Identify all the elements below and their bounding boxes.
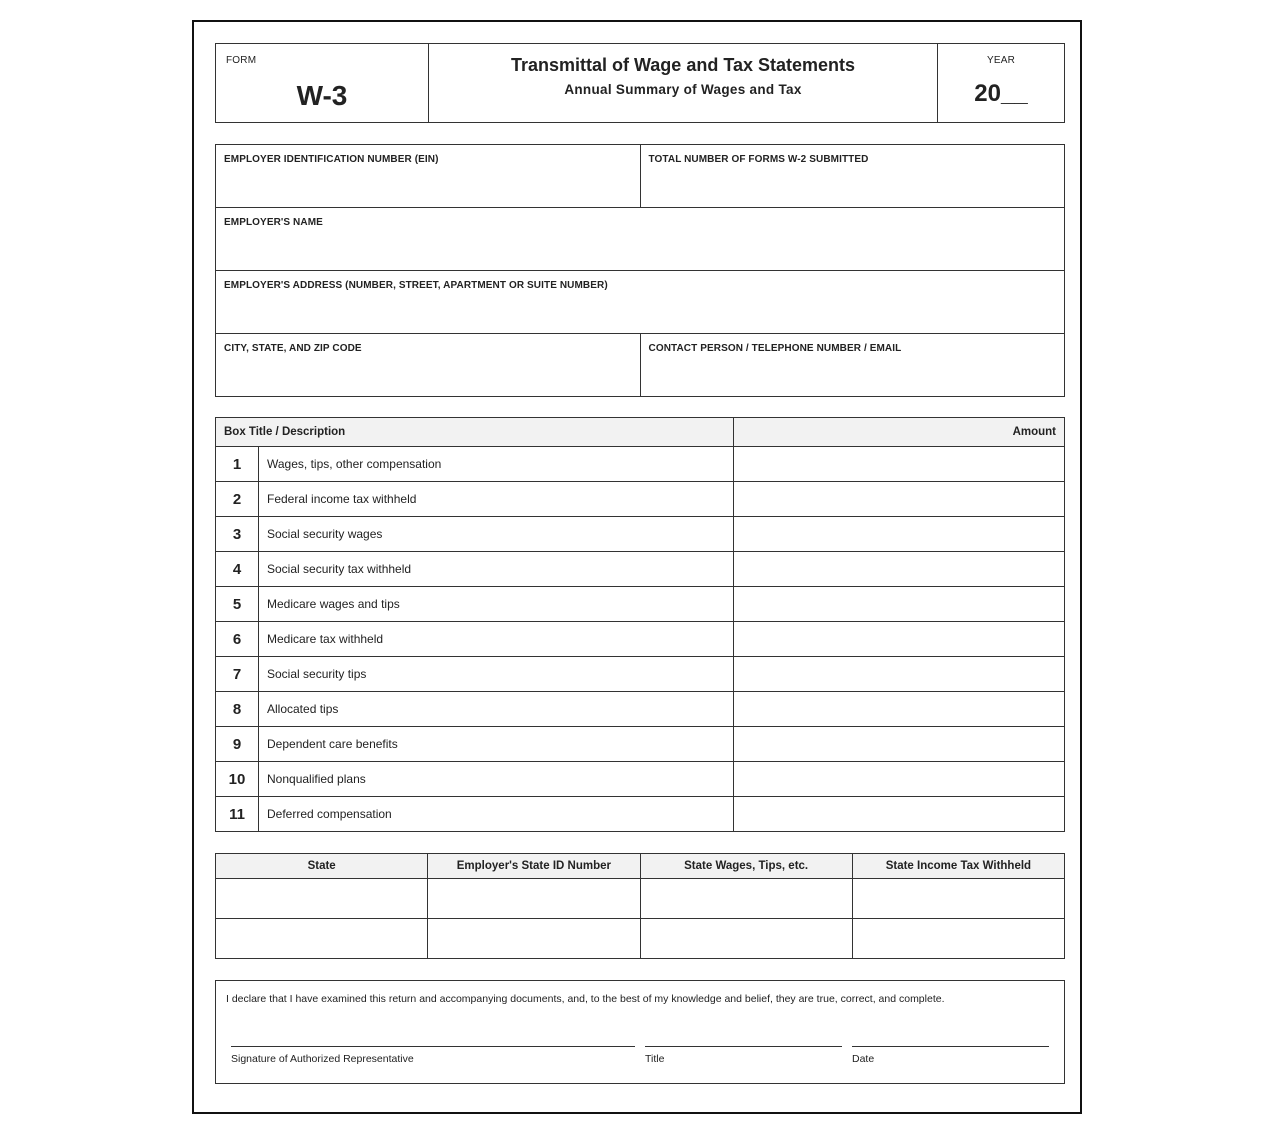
employer-info-section <box>215 144 1065 397</box>
box-row <box>216 552 1065 587</box>
box-label: Social security wages <box>259 517 734 552</box>
state-id-field[interactable] <box>428 919 640 959</box>
state-wages-field[interactable] <box>640 879 852 919</box>
title-label: Title <box>645 1053 665 1065</box>
total-forms-field[interactable] <box>640 145 1065 207</box>
employer-address-field[interactable] <box>216 271 1064 333</box>
box-amount-field[interactable] <box>734 727 1065 762</box>
amount-header: Amount <box>734 418 1065 447</box>
year-field[interactable]: 20__ <box>974 80 1028 107</box>
box-label: Medicare tax withheld <box>259 622 734 657</box>
state-table-header-row <box>216 854 1065 879</box>
state-tax-field[interactable] <box>852 919 1064 959</box>
box-number: 11 <box>216 797 259 832</box>
info-row-ein <box>216 145 1064 208</box>
box-label: Medicare wages and tips <box>259 587 734 622</box>
state-tax-header: State Income Tax Withheld <box>852 854 1064 879</box>
box-number: 6 <box>216 622 259 657</box>
box-amount-field[interactable] <box>734 517 1065 552</box>
employer-address-label: EMPLOYER'S ADDRESS (NUMBER, STREET, APARTMENT OR SUITE NUMBER) <box>224 280 608 291</box>
box-row <box>216 692 1065 727</box>
declaration-section <box>215 980 1065 1084</box>
box-description-header: Box Title / Description <box>216 418 734 447</box>
box-number: 3 <box>216 517 259 552</box>
box-amount-field[interactable] <box>734 587 1065 622</box>
box-amount-field[interactable] <box>734 622 1065 657</box>
box-number: 8 <box>216 692 259 727</box>
box-label: Dependent care benefits <box>259 727 734 762</box>
form-title-block <box>429 44 938 122</box>
box-label: Nonqualified plans <box>259 762 734 797</box>
box-label: Social security tips <box>259 657 734 692</box>
signature-label: Signature of Authorized Representative <box>231 1053 414 1065</box>
box-number: 10 <box>216 762 259 797</box>
state-id-header: Employer's State ID Number <box>428 854 640 879</box>
state-row <box>216 879 1065 919</box>
form-title: Transmittal of Wage and Tax Statements <box>510 55 856 75</box>
employer-name-field[interactable] <box>216 208 1064 270</box>
box-amount-field[interactable] <box>734 797 1065 832</box>
form-subtitle: Annual Summary of Wages and Tax <box>564 82 802 97</box>
box-amount-field[interactable] <box>734 762 1065 797</box>
form-number-block <box>216 44 429 122</box>
box-row <box>216 447 1065 482</box>
state-wages-header: State Wages, Tips, etc. <box>640 854 852 879</box>
box-number: 1 <box>216 447 259 482</box>
state-field[interactable] <box>216 879 428 919</box>
box-amount-field[interactable] <box>734 482 1065 517</box>
year-label: YEAR <box>986 55 1016 66</box>
city-state-zip-label: CITY, STATE, AND ZIP CODE <box>224 343 362 354</box>
contact-label: CONTACT PERSON / TELEPHONE NUMBER / EMAIL <box>648 343 902 354</box>
date-line[interactable] <box>852 1046 1049 1047</box>
employer-name-label: EMPLOYER'S NAME <box>224 217 323 228</box>
box-number: 7 <box>216 657 259 692</box>
city-state-zip-field[interactable] <box>216 334 640 396</box>
ein-label: EMPLOYER IDENTIFICATION NUMBER (EIN) <box>224 154 439 165</box>
date-label: Date <box>852 1053 875 1065</box>
form-header <box>215 43 1065 123</box>
state-header: State <box>216 854 428 879</box>
state-id-field[interactable] <box>428 879 640 919</box>
box-row <box>216 797 1065 832</box>
state-row <box>216 919 1065 959</box>
signature-line[interactable] <box>231 1046 635 1047</box>
box-row <box>216 517 1065 552</box>
box-amounts-table <box>215 417 1065 832</box>
box-row <box>216 762 1065 797</box>
box-amount-field[interactable] <box>734 692 1065 727</box>
box-label: Wages, tips, other compensation <box>259 447 734 482</box>
state-wages-field[interactable] <box>640 919 852 959</box>
box-row <box>216 657 1065 692</box>
declaration-text: I declare that I have examined this return and accompanying documents, and, to the best of my knowledge and belief, they are true, correct, and complete. <box>226 993 945 1005</box>
title-line[interactable] <box>645 1046 842 1047</box>
box-amount-field[interactable] <box>734 552 1065 587</box>
box-label: Social security tax withheld <box>259 552 734 587</box>
box-row <box>216 482 1065 517</box>
box-number: 2 <box>216 482 259 517</box>
form-content <box>215 43 1065 1084</box>
box-row <box>216 587 1065 622</box>
state-tax-field[interactable] <box>852 879 1064 919</box>
state-table <box>215 853 1065 959</box>
w3-form-page <box>192 20 1082 1114</box>
contact-field[interactable] <box>640 334 1065 396</box>
form-number: W-3 <box>296 80 348 111</box>
box-amount-field[interactable] <box>734 447 1065 482</box>
box-number: 9 <box>216 727 259 762</box>
year-block <box>938 44 1064 122</box>
form-label: FORM <box>226 55 257 66</box>
info-row-name <box>216 208 1064 271</box>
box-amount-field[interactable] <box>734 657 1065 692</box>
ein-field[interactable] <box>216 145 640 207</box>
info-row-city <box>216 334 1064 396</box>
box-table-header-row <box>216 418 1065 447</box>
box-label: Allocated tips <box>259 692 734 727</box>
info-row-address <box>216 271 1064 334</box>
box-label: Deferred compensation <box>259 797 734 832</box>
box-row <box>216 727 1065 762</box>
total-forms-label: TOTAL NUMBER OF FORMS W-2 SUBMITTED <box>648 154 869 165</box>
box-number: 5 <box>216 587 259 622</box>
box-row <box>216 622 1065 657</box>
box-label: Federal income tax withheld <box>259 482 734 517</box>
box-number: 4 <box>216 552 259 587</box>
state-field[interactable] <box>216 919 428 959</box>
